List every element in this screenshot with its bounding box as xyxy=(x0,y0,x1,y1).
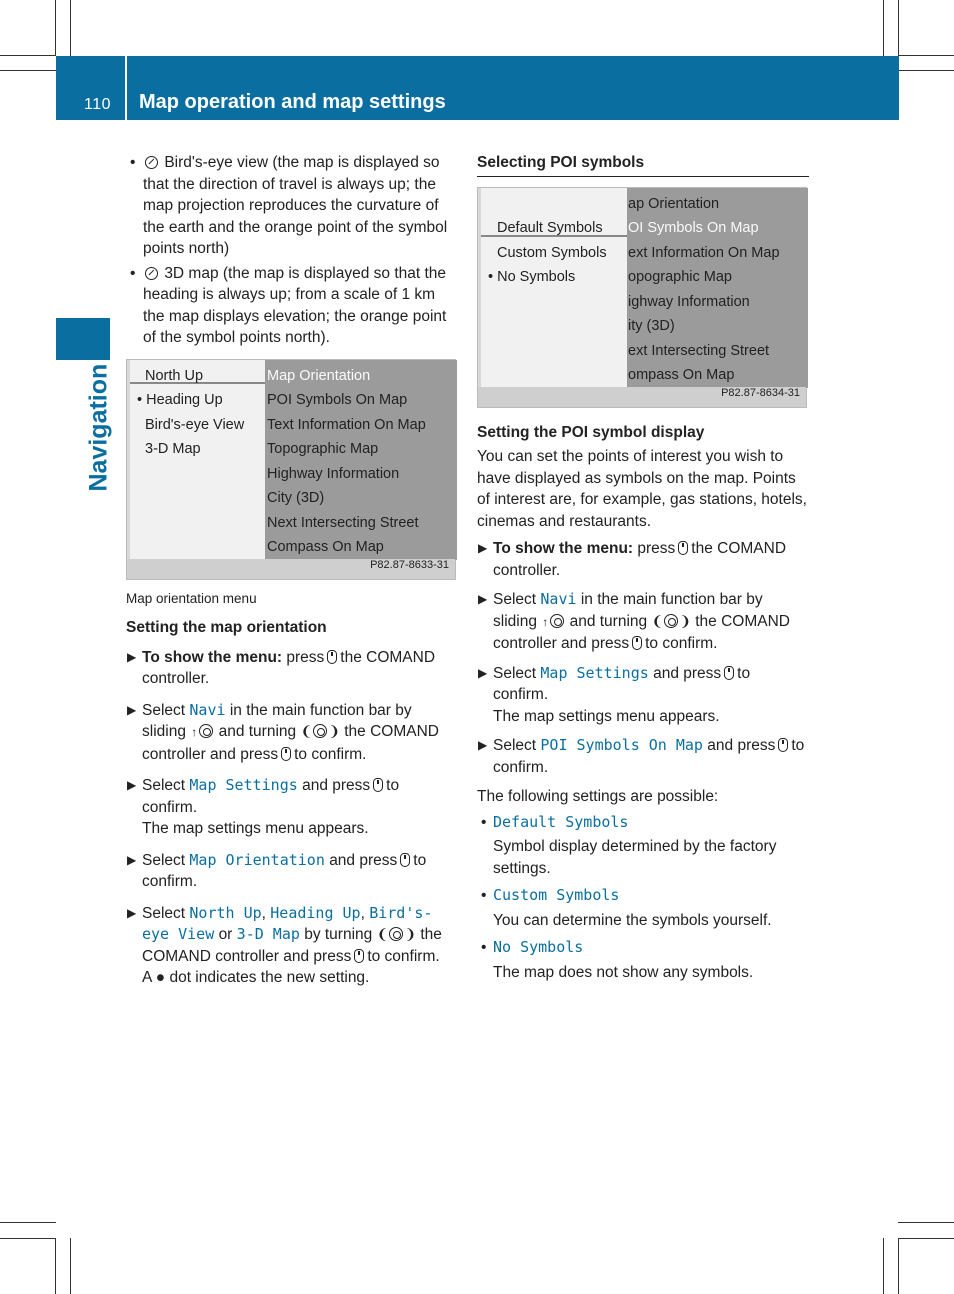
option-description: The map does not show any symbols. xyxy=(493,963,754,981)
menu-option-heading-up: • Heading Up xyxy=(137,391,223,408)
menu-item-text-info: Text Information On Map xyxy=(267,416,426,433)
crop-mark xyxy=(0,70,56,71)
page-number: 110 xyxy=(84,96,112,113)
menu-option-3d-map: 3-D Map xyxy=(145,440,201,457)
turn-right-icon: ❩ xyxy=(679,612,691,629)
crop-mark xyxy=(883,0,884,56)
controller-icon xyxy=(550,614,564,628)
press-icon xyxy=(632,636,642,650)
menu-item-poi: OI Symbols On Map xyxy=(628,219,759,236)
crop-mark xyxy=(898,1238,899,1294)
intro-paragraph: You can set the points of interest you wish to have displayed as symbols on the map. Points of interest are, for example, gas stations, hotels, cinemas and restaurants. xyxy=(477,448,807,530)
crop-mark xyxy=(0,55,56,56)
compass-view-icon xyxy=(145,156,158,169)
header-divider xyxy=(125,56,127,120)
option-no-symbols: • No Symbols xyxy=(481,938,584,956)
option-custom-symbols: • Custom Symbols xyxy=(481,886,620,904)
option-default-symbols: • Default Symbols xyxy=(481,812,629,831)
sidebar-tab xyxy=(56,318,110,360)
menu-option-no-symbols: • No Symbols xyxy=(488,268,576,285)
press-icon xyxy=(281,747,291,761)
step-select-navi: ▶ Select Navi in the main function bar by sliding ↑ and turning ❨ ❩ the COMAND controller and press to confirm. xyxy=(478,590,790,652)
sub-heading: Setting the POI symbol display xyxy=(477,423,705,441)
menu-item-highway: Highway Information xyxy=(267,465,400,482)
menu-item-compass: Compass On Map xyxy=(267,538,384,555)
menu-option-birds-eye: Bird's-eye View xyxy=(145,416,245,433)
crop-mark xyxy=(898,1238,954,1239)
menu-item-next-street: ext Intersecting Street xyxy=(628,342,770,359)
option-description: You can determine the symbols yourself. xyxy=(493,911,772,929)
press-icon xyxy=(724,666,734,680)
menu-item-topographic: opographic Map xyxy=(628,268,732,285)
menu-item-text-info: ext Information On Map xyxy=(628,244,780,261)
poi-symbols-screenshot xyxy=(477,187,807,408)
turn-left-icon: ❨ xyxy=(300,723,313,739)
compass-view-icon xyxy=(145,267,158,280)
figure-caption: Map orientation menu xyxy=(126,590,257,606)
crop-mark xyxy=(0,1238,56,1239)
menu-item-next-street: Next Intersecting Street xyxy=(267,514,419,531)
step-poi-symbols: ▶ Select POI Symbols On Map and press to confirm. xyxy=(478,736,805,776)
turn-right-icon: ❩ xyxy=(404,926,417,942)
crop-mark xyxy=(883,1238,884,1294)
press-icon xyxy=(373,778,383,792)
left-column xyxy=(126,152,458,999)
menu-item-highway: ighway Information xyxy=(628,293,750,310)
press-icon xyxy=(400,853,410,867)
crop-mark xyxy=(0,1222,56,1223)
figure-code: P82.87-8633-31 xyxy=(370,559,449,571)
sidebar-label: Navigation xyxy=(84,363,113,492)
slide-up-icon: ↑ xyxy=(542,614,549,629)
step-show-menu: ▶ To show the menu: press the COMAND controller. xyxy=(478,540,787,579)
menu-item-city-3d: ity (3D) xyxy=(628,317,675,334)
step-map-settings: ▶ Select Map Settings and press to confirm. The map settings menu appears. xyxy=(478,663,751,725)
menu-item-topographic: Topographic Map xyxy=(267,440,379,457)
step-map-orientation: ▶ Select Map Orientation and press to confirm. xyxy=(127,850,427,890)
crop-mark xyxy=(55,0,56,56)
map-orientation-screenshot xyxy=(126,359,456,580)
turn-left-icon: ❨ xyxy=(651,612,664,629)
option-description: Symbol display determined by the factory settings. xyxy=(493,838,777,877)
step-show-menu: ▶ To show the menu: press the COMAND controller. xyxy=(127,648,436,687)
controller-icon xyxy=(313,724,327,738)
crop-mark xyxy=(898,1222,954,1223)
press-icon xyxy=(778,738,788,752)
menu-item-map-orientation: Map Orientation xyxy=(267,367,371,384)
menu-item-compass: ompass On Map xyxy=(628,366,735,383)
controller-icon xyxy=(389,927,403,941)
crop-mark xyxy=(55,1238,56,1294)
crop-mark xyxy=(898,55,954,56)
press-icon xyxy=(354,949,364,963)
crop-mark xyxy=(70,0,71,56)
section-heading: Selecting POI symbols xyxy=(477,152,809,177)
step-map-settings: ▶ Select Map Settings and press to confirm. The map settings menu appears. xyxy=(127,776,400,837)
bullet-3d-map: • 3D map (the map is displayed so that the heading is always up; from a scale of 1 km the map displays elevation; the orange point of the symbol points north). xyxy=(130,264,447,346)
menu-item-map-orientation: ap Orientation xyxy=(628,195,720,212)
crop-mark xyxy=(898,70,954,71)
menu-option-north-up: North Up xyxy=(145,367,204,384)
menu-item-city-3d: City (3D) xyxy=(267,489,325,506)
crop-mark xyxy=(898,0,899,56)
following-text: The following settings are possible: xyxy=(477,788,719,805)
turn-right-icon: ❩ xyxy=(328,723,340,739)
press-icon xyxy=(678,541,688,555)
slide-up-icon: ↑ xyxy=(191,725,198,739)
controller-icon xyxy=(199,724,213,738)
press-icon xyxy=(327,650,337,664)
bullet-birds-eye: • Bird's-eye view (the map is displayed so that the direction of travel is always up; the map projection reproduces the curvature of the earth and the orange point of the symbol points north) xyxy=(130,154,448,257)
menu-option-custom-symbols: Custom Symbols xyxy=(497,244,607,261)
right-column xyxy=(477,152,809,989)
chapter-title: Map operation and map settings xyxy=(139,91,446,113)
menu-option-default-symbols: Default Symbols xyxy=(497,219,603,236)
figure-code: P82.87-8634-31 xyxy=(721,387,800,399)
controller-icon xyxy=(664,614,678,628)
turn-left-icon: ❨ xyxy=(376,926,389,942)
section-heading: Setting the map orientation xyxy=(126,619,327,636)
step-select-orientation: ▶ Select North Up, Heading Up, Bird's-eye View or 3-D Map by turning ❨ ❩ the COMAND controller and press to confirm. A ● dot indicates the new setting. xyxy=(127,903,442,986)
crop-mark xyxy=(70,1238,71,1294)
menu-item-poi: POI Symbols On Map xyxy=(267,391,408,408)
step-select-navi: ▶ Select Navi in the main function bar by sliding ↑ and turning ❨ ❩ the COMAND controller and press to confirm. xyxy=(127,700,439,763)
